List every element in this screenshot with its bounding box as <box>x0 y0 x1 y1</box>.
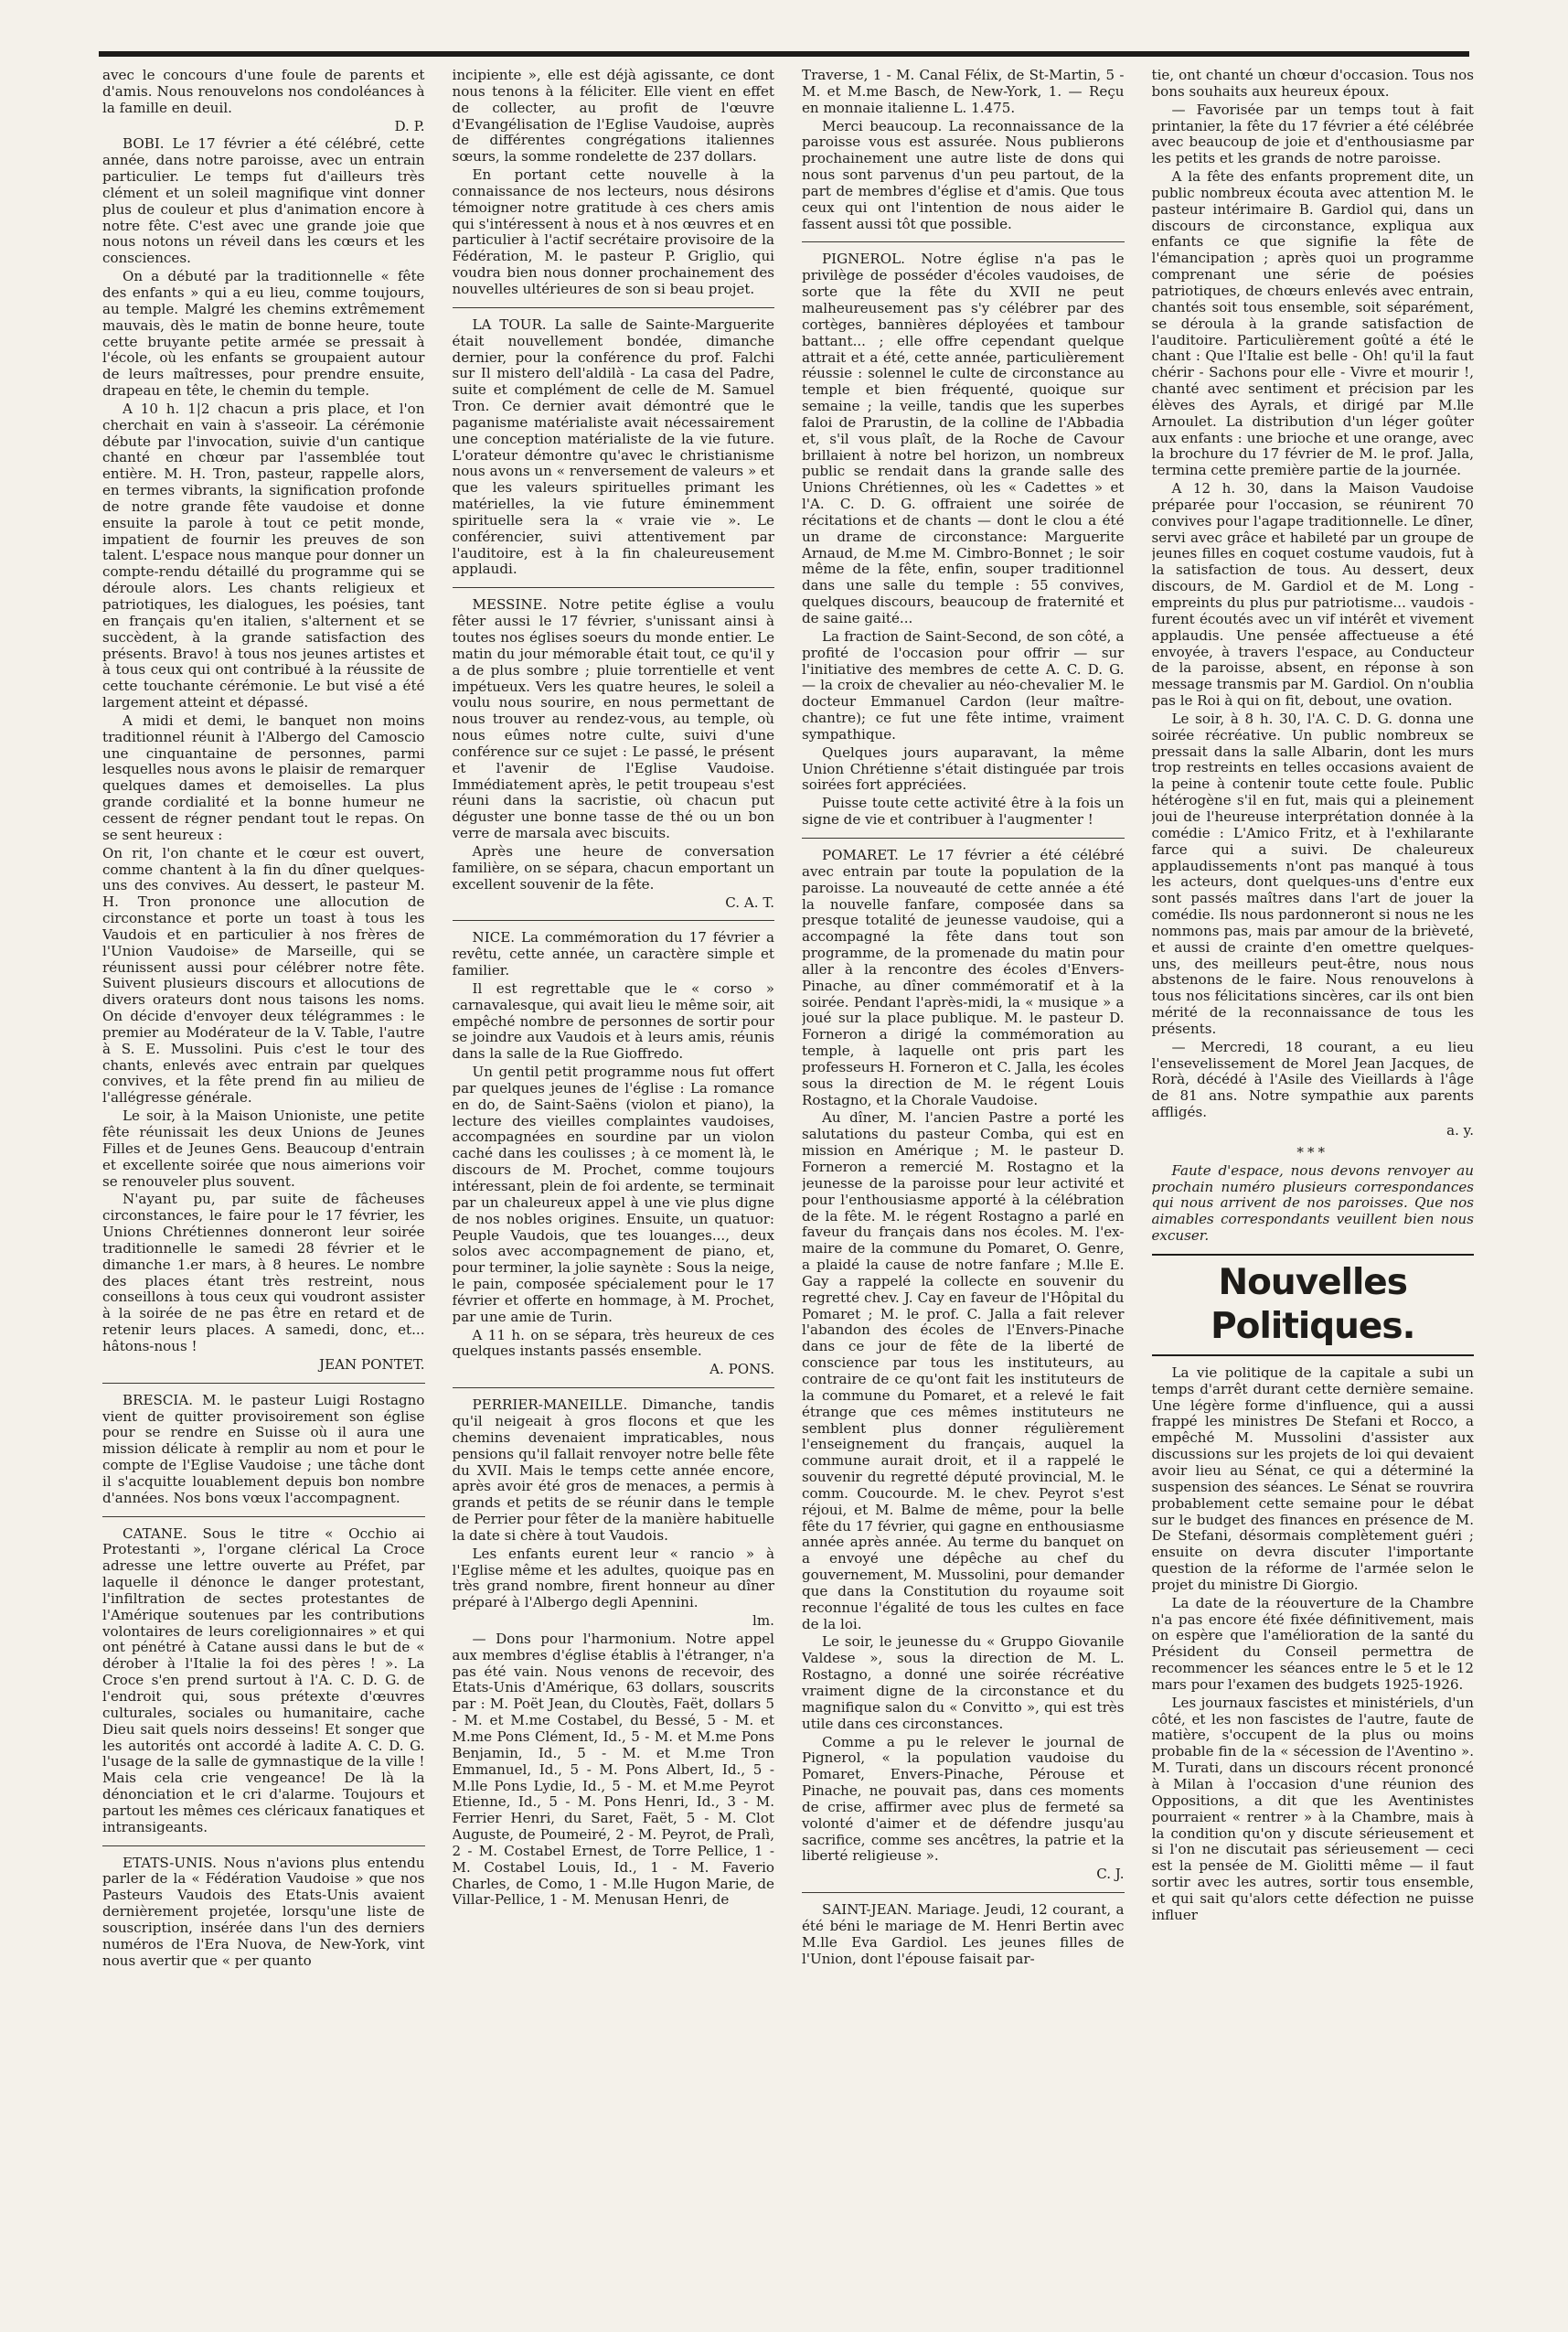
column-3 <box>802 68 1125 2290</box>
article-paragraph: A 12 h. 30, dans la Maison Vaudoise préparée pour l'occasion, se réunirent 70 convives pour l'agape traditionnelle. Le dîner, servi avec grâce et habileté par un groupe de jeunes filles en coquet costume vaudois, fut à la satisfaction de tous. Au dessert, deux discours, de M. Gardiol et de M. Long - empreints du plus pur patriotisme... vaudois - furent écoutés avec un vif intérêt et vivement applaudis. Une pensée affectueuse a été envoyée, à travers l'espace, au Conducteur de la paroisse, absent, en réponse à son message transmis par M. Gardiol. On n'oublia pas le Roi à qui on fit, debout, une ovation. <box>1151 480 1474 710</box>
section-divider <box>453 920 775 921</box>
section-divider <box>102 1845 425 1846</box>
article-paragraph: NICE. La commémoration du 17 février a revêtu, cette année, un caractère simple et familier. <box>452 929 774 979</box>
article-paragraph: BOBI. Le 17 février a été célébré, cette année, dans notre paroisse, avec un entrain particulier. Le temps fut d'ailleurs très clément et un soleil magnifique vint donner plus de couleur et plus d'animation encore à notre fête. C'est avec une grande joie que nous notons un réveil dans les cœurs et les consciences. <box>102 135 425 267</box>
article-paragraph: Puisse toute cette activité être à la fois un signe de vie et contribuer à l'augmenter ! <box>802 795 1125 829</box>
article-paragraph: avec le concours d'une foule de parents et d'amis. Nous renouvelons nos condoléances à la famille en deuil. <box>102 68 425 116</box>
article-paragraph: A midi et demi, le banquet non moins traditionnel réunit à l'Albergo del Camoscio une cinquantaine de personnes, parmi lesquelles nous avons le plaisir de remarquer quelques dames et demoiselles. La plus grande cordialité et la bonne humeur ne cessent de régner pendant tout le repas. On se sent heureux : <box>102 711 425 843</box>
section-divider <box>453 307 775 308</box>
article-paragraph: Le soir, le jeunesse du « Gruppo Giovanile Valdese », sous la direction de M. L. Rostagno, a donné une soirée récréative vraiment digne de la circonstance et du magnifique salon du « Convitto », qui est très utile dans ces circonstances. <box>802 1633 1125 1732</box>
article-paragraph: A la fête des enfants proprement dite, un public nombreux écouta avec attention M. le pasteur intérimaire B. Gardiol qui, dans un discours de circonstance, expliqua aux enfants ce que signifie la fête de l'émancipation ; après quoi un programme comprenant une série de poésies patriotiques, de chœurs enlevés avec entrain, chantés soit tous ensemble, soit séparément, se déroula à la grande satisfaction de l'auditoire. Particulièrement goûté a été le chant : Que l'Italie est belle - Oh! qu'il la faut chérir - Sachons pour elle - Vivre et mourir !, chanté avec sentiment et précision par les élèves des Ayrals, et dirigé par M.lle Arnoulet. La distribution d'un léger goûter aux enfants : une brioche et une orange, avec la brochure du 17 février de M. le prof. Jalla, termina cette première partie de la journée. <box>1151 168 1474 479</box>
article-paragraph: POMARET. Le 17 février a été célébré avec entrain par toute la population de la paroisse. La nouveauté de cette année a été la nouvelle fanfare, composée dans sa presque totalité de jeunesse vaudoise, qui a accompagné la fête dans tout son programme, de la promenade du matin pour aller à la rencontre des écoles d'Envers-Pinache, au dîner commémoratif et à la soirée. Pendant l'après-midi, la « musique » a joué sur la place publique. M. le pasteur D. Forneron a dirigé la commémoration au temple, à laquelle ont pris part les professeurs H. Forneron et C. Jalla, les écoles sous la direction de M. le régent Louis Rostagno, et la Chorale Vaudoise. <box>802 846 1125 1108</box>
article-paragraph: A 10 h. 1|2 chacun a pris place, et l'on cherchait en vain à s'asseoir. La cérémonie débute par l'invocation, suivie d'un cantique chanté en chœur par l'assemblée tout entière. M. H. Tron, pasteur, rappelle alors, en termes vibrants, la signification profonde de notre grande fête vaudoise et donne ensuite la parole à tout ce petit monde, impatient de fournir les preuves de son talent. L'espace nous manque pour donner un compte-rendu détaillé du programme qui se déroule alors. Les chants religieux et patriotiques, les dialogues, les poésies, tant en français qu'en italien, s'alternent et se succèdent, à la grande satisfaction des présents. Bravo! à tous nos jeunes artistes et à tous ceux qui ont contribué à la réussite de cette touchante cérémonie. Le but visé a été largement atteint et dépassé. <box>102 400 425 711</box>
article-paragraph: La fraction de Saint-Second, de son côté, a profité de l'occasion pour offrir — sur l'initiative des membres de cette A. C. D. G. — la croix de chevalier au néo-chevalier M. le docteur Emmanuel Cardon (leur maître-chantre); ce fut une fête intime, vraiment sympathique. <box>802 627 1125 743</box>
top-rule <box>99 51 1469 57</box>
article-paragraph: N'ayant pu, par suite de fâcheuses circonstances, le faire pour le 17 février, les Unions Chrétiennes donneront leur soirée traditionnelle le samedi 28 février et le dimanche 1.er mars, à 8 heures. Le nombre des places étant très restreint, nous conseillons à tous ceux qui voudront assister à la soirée de ne pas être en retard et de retenir leurs places. A samedi, donc, et... hâtons-nous ! <box>102 1191 425 1354</box>
article-paragraph: tie, ont chanté un chœur d'occasion. Tous nos bons souhaits aux heureux époux. <box>1151 68 1474 100</box>
section-divider <box>802 241 1125 242</box>
article-signature: lm. <box>752 1612 774 1630</box>
section-divider <box>102 1383 425 1384</box>
article-paragraph: incipiente », elle est déjà agissante, ce dont nous tenons à la féliciter. Elle vient en effet de collecter, au profit de l'œuvre d'Evangélisation de l'Eglise Vaudoise, auprès de différentes congrégations italiennes sœurs, la somme rondelette de 237 dollars. <box>452 68 774 166</box>
article-paragraph: — Dons pour l'harmonium. Notre appel aux membres d'église établis à l'étranger, n'a pas été vain. Nous venons de recevoir, des Etats-Unis d'Amérique, 63 dollars, souscrits par : M. Poët Jean, du Cloutès, Faët, dollars 5 - M. et M.me Costabel, du Bessé, 5 - M. et M.me Pons Clément, Id., 5 - M. et M.me Pons Benjamin, Id., 5 - M. et M.me Tron Emmanuel, Id., 5 - M. Pons Albert, Id., 5 - M.lle Pons Lydie, Id., 5 - M. et M.me Peyrot Etienne, Id., 5 - M. Pons Henri, Id., 3 - M. Ferrier Henri, du Saret, Faët, 5 - M. Clot Auguste, de Poumeiré, 2 - M. Peyrot, de Pralì, 2 - M. Costabel Ernest, de Torre Pellice, 1 - M. Costabel Louis, Id., 1 - M. Faverio Charles, de Como, 1 - M.lle Hugon Marie, de Villar-Pellice, 1 - M. Menusan Henri, de <box>452 1630 774 1909</box>
article-paragraph: Un gentil petit programme nous fut offert par quelques jeunes de l'église : La romance en do, de Saint-Saëns (violon et piano), la lecture des vieilles complaintes vaudoises, accompagnées en sourdine par un violon caché dans les coulisses ; à ce moment là, le discours de M. Prochet, comme toujours intéressant, plein de foi ardente, se terminait par un chaleureux appel à une vie plus digne de nos nobles origines. Ensuite, un quatuor: Peuple Vaudois, que tes louanges..., deux solos avec accompagnement de piano, et, pour terminer, la jolie saynète : Sous la neige, le pain, composée spécialement pour le 17 février et offerte en hommage, à M. Prochet, par une amie de Turin. <box>452 1064 774 1325</box>
article-paragraph: Les enfants eurent leur « rancio » à l'Eglise même et les adultes, quoique pas en très grand nombre, firent honneur au dîner préparé à l'Albergo degli Apennini. <box>452 1545 774 1611</box>
article-paragraph: On rit, l'on chante et le cœur est ouvert, comme chantent à la fin du dîner quelques-uns des convives. Au dessert, le pasteur M. H. Tron prononce une allocution de circonstance et porte un toast à tous les Vaudois et en particulier à nos frères de l'Union Vaudoise» de Marseille, qui se réunissent aussi pour célébrer notre fête. Suivent plusieurs discours et allocutions de divers orateurs dont nous taisons les noms. On décide d'envoyer deux télégrammes : le premier au Modérateur de la V. Table, l'autre à S. E. Mussolini. Puis c'est le tour des chants, enlevés avec entrain par quelques convives, et la fête prend fin au milieu de l'allégresse générale. <box>102 844 425 1107</box>
article-paragraph: Comme a pu le relever le journal de Pignerol, « la population vaudoise du Pomaret, Envers-Pinache, Pérouse et Pinache, ne pouvait pas, dans ces moments de crise, affirmer avec plus de fermeté sa volonté d'aimer et de défendre jusqu'au sacrifice, comme ses ancêtres, la patrie et la liberté religieuse ». <box>802 1733 1125 1865</box>
section-headline: Nouvelles Politiques. <box>1152 1254 1475 1356</box>
article-signature: C. J. <box>1096 1866 1125 1883</box>
article-paragraph: CATANE. Sous le titre « Occhio ai Protestanti », l'organe clérical La Croce adresse une lettre ouverte au Préfet, par laquelle il dénonce le danger protestant, l'infiltration de sectes protestantes de l'Amérique soutenues par les contributions volontaires de leurs coreligionnaires » et qui ont pénétré à Catane aussi dans le but de « dérober à l'Italie la foi des pères ! ». La Croce s'en prend surtout à l'A. C. D. G. de l'endroit qui, sous prétexte d'œuvres culturales, sociales ou humanitaire, cache Dieu sait quels noirs desseins! Et songer que les autorités ont accordé à ladite A. C. D. G. l'usage de la salle de gymnastique de la ville ! Mais cela crie vengeance! De là la dénonciation et le cri d'alarme. Toujours et partout les mêmes ces cléricaux fanatiques et intransigeants. <box>102 1524 425 1835</box>
section-divider <box>453 1387 775 1388</box>
article-paragraph: MESSINE. Notre petite église a voulu fêter aussi le 17 février, s'unissant ainsi à toutes nos églises soeurs du monde entier. Le matin du jour mémorable était tout, ce qu'il y a de plus sombre ; pluie torrentielle et vent impétueux. Vers les quatre heures, le soleil a voulu nous sourire, en nous permettant de nous trouver au rendez-vous, au temple, où nous eûmes notre culte, suivi d'une conférence sur ce sujet : Le passé, le présent et l'avenir de l'Eglise Vaudoise. Immédiatement après, le petit troupeau s'est réuni dans la sacristie, où chacun put déguster une bonne tasse de thé ou un bon verre de marsala avec biscuits. <box>452 596 774 842</box>
column-4 <box>1152 68 1475 2290</box>
article-signature: A. PONS. <box>709 1361 774 1378</box>
article-paragraph: Quelques jours auparavant, la même Union Chrétienne s'était distinguée par trois soirées fort appréciées. <box>802 743 1125 794</box>
article-paragraph: La vie politique de la capitale a subi un temps d'arrêt durant cette dernière semaine. Une légère forme d'influence, qui a aussi frappé les ministres De Stefani et Rocco, a empêché M. Mussolini d'assister aux discussions sur les projets de loi qui devaient avoir lieu au Sénat, ce qui a déterminé la suspension des séances. Le Sénat se rouvrira probablement cette semaine pour le débat sur le budget des finances en présence de M. De Stefani, désormais complètement guéri ; ensuite on devra discuter l'importante question de la réforme de l'armée selon le projet du ministre Di Giorgio. <box>1151 1364 1474 1593</box>
article-paragraph: LA TOUR. La salle de Sainte-Marguerite était nouvellement bondée, dimanche dernier, pour la conférence du prof. Falchi sur Il mistero dell'aldilà - La casa del Padre, suite et complément de celle de M. Samuel Tron. Ce dernier avait démontré que le paganisme matérialiste avait nécessairement une conception matérialiste de la vie future. L'orateur démontre qu'avec le christianisme nous avons un « renversement de valeurs » et que les valeurs spirituelles primant les matérielles, la vie future éminemment spirituelle sera la « vraie vie ». Le conférencier, suivi attentivement par l'auditoire, est à la fin chaleureusement applaudi. <box>452 316 774 578</box>
section-divider <box>802 1892 1125 1893</box>
section-divider <box>453 587 775 588</box>
article-signature: JEAN PONTET. <box>319 1355 425 1373</box>
article-paragraph: Le soir, à la Maison Unioniste, une petite fête réunissait les deux Unions de Jeunes Filles et de Jeunes Gens. Beaucoup d'entrain et excellente soirée que nous aimerions voir se renouveler plus souvent. <box>102 1107 425 1190</box>
article-paragraph: — Favorisée par un temps tout à fait printanier, la fête du 17 février a été célébrée avec beaucoup de joie et d'enthousiasme par les petits et les grands de notre paroisse. <box>1151 101 1474 167</box>
article-paragraph: ETATS-UNIS. Nous n'avions plus entendu parler de la « Fédération Vaudoise » que nos Pasteurs Vaudois des Etats-Unis avaient dernièrement projetée, lorsqu'une liste de souscription, insérée dans l'un des derniers numéros de l'Era Nuova, de New-York, vint nous avertir que « per quanto <box>102 1854 425 1969</box>
article-paragraph: La date de la réouverture de la Chambre n'a pas encore été fixée définitivement, mais on espère que l'amélioration de la santé du Président du Conseil permettra de recommencer les séances entre le 5 et le 12 mars pour l'examen des budgets 1925-1926. <box>1151 1594 1474 1693</box>
asterism: *** <box>1296 1143 1329 1161</box>
article-paragraph: — Mercredi, 18 courant, a eu lieu l'ensevelissement de Morel Jean Jacques, de Rorà, décédé à l'Asile des Vieillards à l'âge de 81 ans. Notre sympathie aux parents affligés. <box>1151 1038 1474 1121</box>
article-paragraph: Au dîner, M. l'ancien Pastre a porté les salutations du pasteur Comba, qui est en mission en Amérique ; M. le pasteur D. Forneron a remercié M. Rostagno et la jeunesse de la paroisse pour leur activité et pour l'enthousiasme apporté à la célébration de la fête. M. le régent Rostagno a parlé en faveur du français dans nos écoles. M. l'ex-maire de la commune du Pomaret, O. Genre, a plaidé la cause de notre fanfare ; M.lle E. Gay a rappelé la collecte en souvenir du regretté chev. J. Cay en faveur de l'Hôpital du Pomaret ; M. le prof. C. Jalla a fait relever l'abandon des écoles de l'Envers-Pinache dans ce jour de fête de la liberté de conscience par tous les instituteurs, au contraire de ce qu'ont fait les instituteurs de la commune du Pomaret, et a relevé le fait étrange que ces mêmes instituteurs ne semblent plus donner régulièrement l'enseignement du français, auquel la commune aurait droit, et il a rappelé le souvenir du regretté député provincial, M. le comm. Coucourde. M. le chev. Peyrot s'est réjoui, et M. Balme de même, pour la belle fête du 17 février, qui gagne en enthousiasme année après année. Au terme du banquet on a envoyé une dépêche au chef du gouvernement, M. Mussolini, pour demander que dans la Constitution du royaume soit reconnue l'égalité de tous les cultes en face de la loi. <box>802 1109 1125 1632</box>
article-signature: a. y. <box>1446 1122 1474 1139</box>
article-paragraph: Le soir, à 8 h. 30, l'A. C. D. G. donna une soirée récréative. Un public nombreux se pressait dans la salle Albarin, dont les murs trop restreints en telles occasions avaient de la peine à contenir toute cette foule. Public hétérogène s'il en fut, mais qui a pleinement joui de l'heureuse interprétation donnée à la comédie : L'Amico Fritz, et à l'exhilarante farce qui a suivi. De chaleureux applaudissements n'ont pas manqué à tous les acteurs, dont quelques-uns d'entre eux sont passés maîtres dans l'art de jouer la comédie. Ils nous pardonneront si nous ne les nommons pas, mais par amour de la brièveté, et aussi de crainte d'en omettre quelques-uns, des meilleurs peut-être, nous nous abstenons de le faire. Nous renouvelons à tous nos félicitations sincères, car ils ont bien mérité de la reconnaissance de tous les présents. <box>1151 710 1474 1037</box>
article-paragraph: Faute d'espace, nous devons renvoyer au prochain numéro plusieurs correspondances qui nous arrivent de nos paroisses. Que nos aimables correspondants veuillent bien nous excuser. <box>1151 1161 1474 1245</box>
article-columns <box>102 68 1474 2290</box>
article-paragraph: PIGNEROL. Notre église n'a pas le privilège de posséder d'écoles vaudoises, de sorte que la fête du XVII ne peut malheureusement pas s'y célébrer par des cortèges, bannières déployées et tambour battant... ; elle offre cependant quelque attrait et a été, cette année, particulièrement réussie : solennel le culte de circonstance au temple et bien fréquenté, quoique sur semaine ; la veille, tandis que les superbes faloi de Prarustin, de la colline de l'Abbadia et, s'il vous plaît, de la Roche de Cavour brillaient à notre bel horizon, un nombreux public se rendait dans la grande salle des Unions Chrétiennes, où les « Cadettes » et l'A. C. D. G. offraient une soirée de récitations et de chants — dont le clou a été un drame de circonstance: Marguerite Arnaud, de M.me M. Cimbro-Bonnet ; le soir même de la fête, enfin, souper traditionnel dans une salle du temple : 55 convives, quelques discours, beaucoup de fraternité et de saine gaité... <box>802 251 1125 626</box>
article-paragraph: Les journaux fascistes et ministériels, d'un côté, et les non fascistes de l'autre, faute de matière, s'occupent de la plus ou moins probable fin de la « sécession de l'Aventino ». M. Turati, dans un discours récent prononcé à Milan à l'occasion d'une réunion des Oppositions, a dit que les Aventinistes pourraient « rentrer » à la Chambre, mais à la condition qu'on y discute sérieusement et si l'on ne discutait pas sérieusement — ceci est la pensée de M. Giolitti même — il faut sortir avec les autres, sortir tous ensemble, et qui sait qu'alors cette défection ne puisse influer <box>1151 1694 1474 1923</box>
article-paragraph: Il est regrettable que le « corso » carnavalesque, qui avait lieu le même soir, ait empêché nombre de personnes de sortir pour se joindre aux Vaudois et à leurs amis, réunis dans la salle de la Rue Gioffredo. <box>452 979 774 1063</box>
article-paragraph: BRESCIA. M. le pasteur Luigi Rostagno vient de quitter provisoirement son église pour se rendre en Suisse où il aura une mission délicate à remplir au nom et pour le compte de l'Eglise Vaudoise ; une tâche dont il s'acquitte louablement depuis bon nombre d'années. Nos bons vœux l'accompagnent. <box>102 1391 425 1506</box>
article-paragraph: SAINT-JEAN. Mariage. Jeudi, 12 courant, a été béni le mariage de M. Henri Bertin avec M.lle Eva Gardiol. Les jeunes filles de l'Union, dont l'épouse faisait par- <box>802 1901 1125 1967</box>
article-paragraph: Merci beaucoup. La reconnaissance de la paroisse vous est assurée. Nous publierons prochainement une autre liste de dons qui nous sont parvenus d'un peu partout, de la part de membres d'église et d'amis. Que tous ceux qui ont l'intention de nous aider le fassent aussi tôt que possible. <box>802 117 1125 232</box>
article-paragraph: Traverse, 1 - M. Canal Félix, de St-Martin, 5 - M. et M.me Basch, de New-York, 1. — Reçu en monnaie italienne L. 1.475. <box>802 68 1125 116</box>
article-paragraph: PERRIER-MANEILLE. Dimanche, tandis qu'il neigeait à gros flocons et que les chemins devenaient impraticables, nous pensions qu'il fallait renvoyer notre belle fête du XVII. Mais le temps cette année encore, après avoir été gros de menaces, a permis à grands et petits de se réunir dans le temple de Perrier pour fêter de la manière habituelle la date si chère à tout Vaudois. <box>452 1396 774 1544</box>
article-paragraph: A 11 h. on se sépara, très heureux de ces quelques instants passés ensemble. <box>452 1326 774 1360</box>
article-paragraph: On a débuté par la traditionnelle « fête des enfants » qui a eu lieu, comme toujours, au temple. Malgré les chemins extrêmement mauvais, dès le matin de bonne heure, toute cette bruyante petite armée se pressait à l'école, où les enfants se groupaient autour de leurs maîtresses, pour prendre ensuite, drapeau en tête, le chemin du temple. <box>102 268 425 400</box>
article-signature: C. A. T. <box>725 893 774 911</box>
article-paragraph: Après une heure de conversation familière, on se sépara, chacun emportant un excellent souvenir de la fête. <box>452 842 774 893</box>
section-divider <box>802 838 1125 839</box>
article-signature: D. P. <box>394 117 425 134</box>
column-2 <box>453 68 775 2290</box>
column-1 <box>102 68 425 2290</box>
article-paragraph: En portant cette nouvelle à la connaissance de nos lecteurs, nous désirons témoigner notre gratitude à ces chers amis qui s'intéressent à nous et à nos œuvres et en particulier à l'actif secrétaire provisoire de la Fédération, M. le pasteur P. Griglio, qui voudra bien nous donner prochainement des nouvelles ultérieures de son si beau projet. <box>452 166 774 297</box>
section-divider <box>102 1516 425 1517</box>
